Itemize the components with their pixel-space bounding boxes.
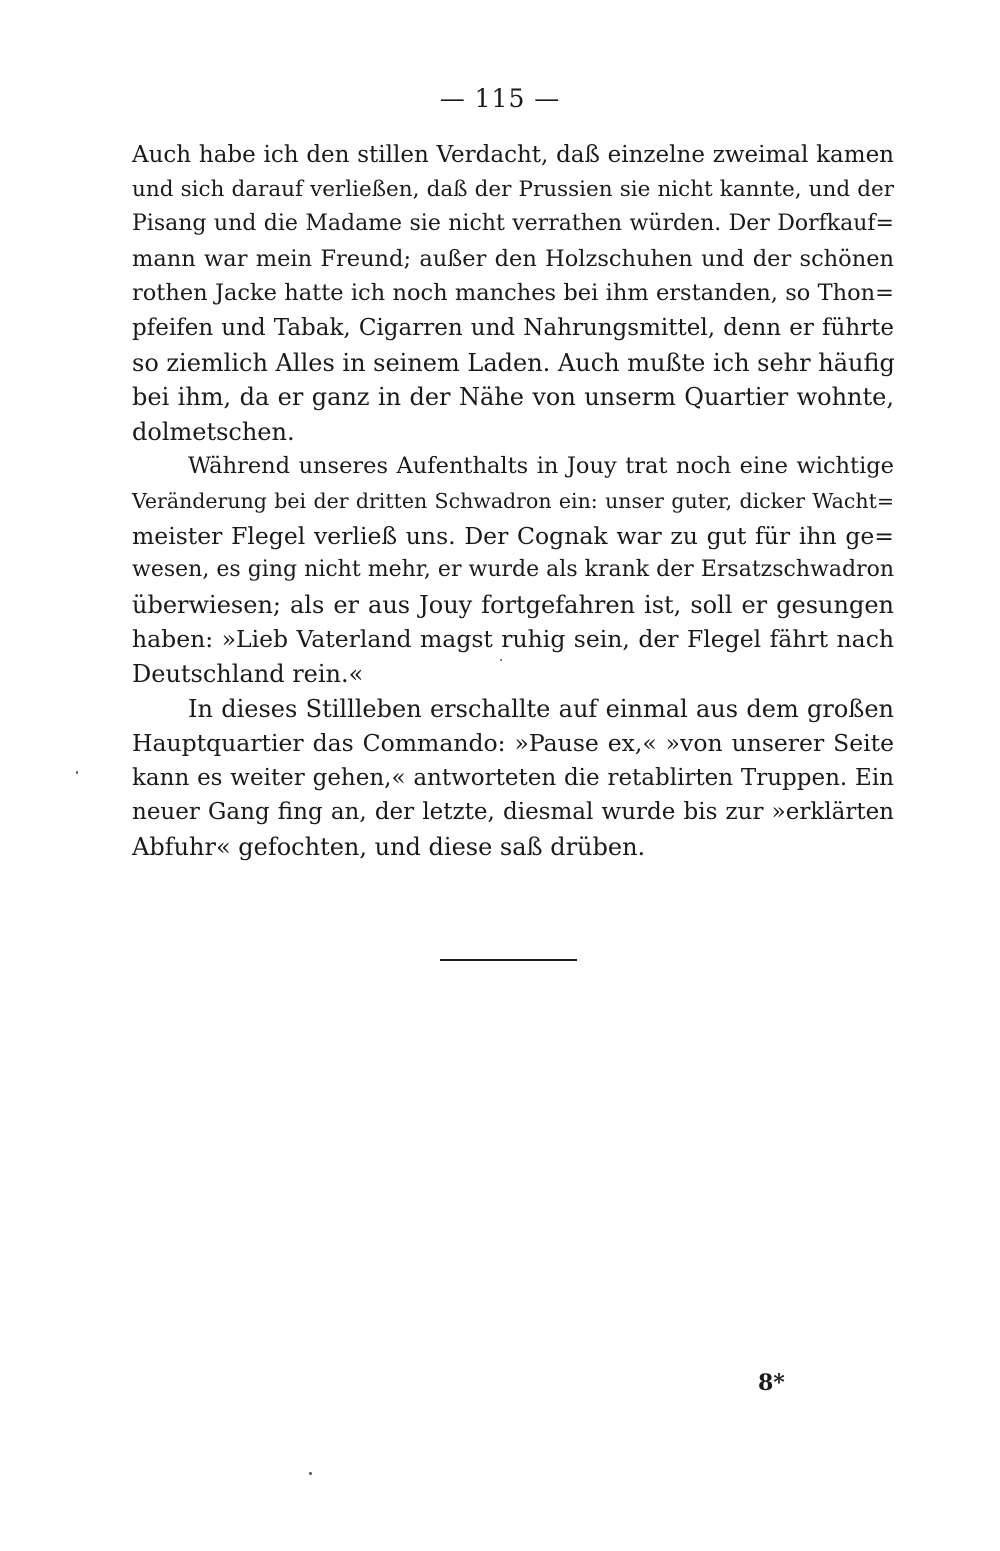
text-line: überwiesen; als er aus Jouy fortgefahren ist, soll er gesungen (132, 590, 894, 619)
printer-signature-mark: 8* (758, 1370, 785, 1396)
section-divider (440, 959, 577, 961)
paper-speck (309, 1472, 312, 1475)
text-line: Deutschland rein.« (132, 659, 364, 688)
text-line: rothen Jacke hatte ich noch manches bei ihm erstanden, so Thon= (132, 280, 894, 307)
text-line: Veränderung bei der dritten Schwadron ein: unser guter, dicker Wacht= (132, 488, 894, 513)
text-line: Abfuhr« gefochten, und diese saß drüben. (132, 832, 646, 861)
text-line: kann es weiter gehen,« antworteten die retablirten Truppen. Ein (132, 764, 894, 791)
text-line: bei ihm, da er ganz in der Nähe von unserm Quartier wohnte, (132, 383, 894, 412)
text-line: wesen, es ging nicht mehr, er wurde als krank der Ersatzschwadron (132, 557, 894, 583)
paper-speck (76, 771, 78, 774)
text-line: In dieses Stillleben erschallte auf einmal aus dem großen (188, 694, 894, 723)
text-line: Während unseres Aufenthalts in Jouy trat noch eine wichtige (188, 453, 894, 480)
text-line: Pisang und die Madame sie nicht verrathen würden. Der Dorfkauf= (132, 211, 894, 237)
text-line: neuer Gang fing an, der letzte, diesmal wurde bis zur »erklärten (132, 799, 894, 826)
text-line: mann war mein Freund; außer den Holzschuhen und der schönen (132, 245, 894, 272)
text-line: dolmetschen. (132, 417, 295, 446)
body-text (132, 138, 894, 864)
text-line: pfeifen und Tabak, Cigarren und Nahrungsmittel, denn er führte (132, 314, 894, 341)
text-line: und sich darauf verließen, daß der Prussien sie nicht kannte, und der (132, 176, 894, 202)
page-number: — 115 — (439, 84, 561, 113)
text-line: Hauptquartier das Commando: »Pause ex,« »von unserer Seite (132, 729, 894, 758)
paper-speck (500, 659, 502, 661)
text-line: haben: »Lieb Vaterland magst ruhig sein, der Flegel fährt nach (132, 625, 894, 654)
text-line: so ziemlich Alles in seinem Laden. Auch mußte ich sehr häufig (132, 348, 895, 377)
text-line: meister Flegel verließ uns. Der Cognak war zu gut für ihn ge= (132, 521, 894, 550)
text-line: Auch habe ich den stillen Verdacht, daß einzelne zweimal kamen (132, 142, 894, 168)
